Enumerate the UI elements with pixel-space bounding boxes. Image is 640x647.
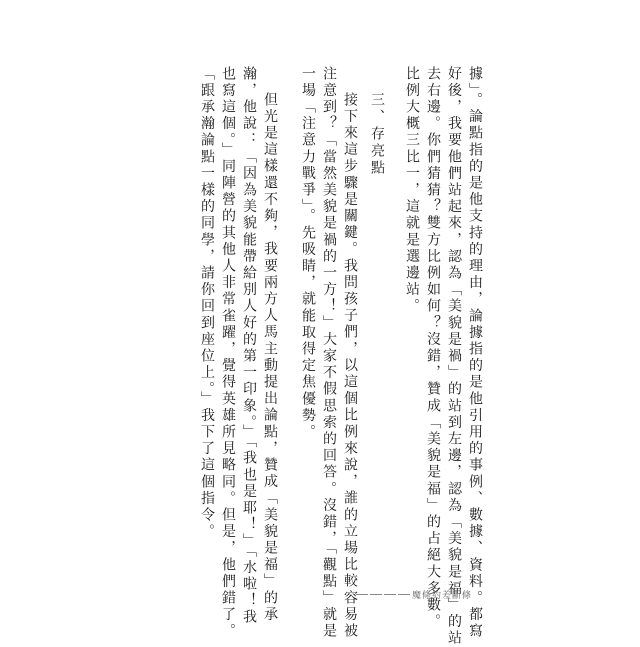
footer-rule — [398, 594, 410, 595]
text-column-6: 注意到？「當然美貌是禍的一方！」大家不假思索的回答。沒錯，「觀點」就是 — [321, 66, 337, 640]
footer-title: 魔條約差斷條 — [412, 591, 473, 601]
text-column-2: 好後，我要他們站起來，認為「美貌是禍」的站到左邊，認為「美貌是福」的站 — [446, 66, 462, 647]
section-heading: 三、存亮點 — [369, 92, 385, 177]
text-column-10: 也寫這個。」同陣營的其他人非常雀躍，覺得英雄所見略同。但是，他們錯了。 — [220, 66, 236, 640]
text-column-1: 據」。論點指的是他支持的理由，論據指的是他引用的事例、數據、資料。都寫 — [467, 66, 483, 640]
text-column-8: 但光是這樣還不夠，我要兩方人馬主動提出論點，贊成「美貌是福」的承 — [262, 92, 278, 624]
footer-rule — [384, 594, 396, 595]
text-column-3: 去右邊。你們猜猜？雙方比例如何？沒錯，贊成「美貌是福」的占絕大多數。 — [425, 66, 441, 631]
text-column-4: 比例大概三比一，這就是選邊站。 — [404, 66, 420, 315]
running-footer — [356, 588, 472, 601]
text-column-5: 接下來這步驟是關鍵。我問孩子們，以這個比例來說，誰的立場比較容易被 — [342, 92, 358, 640]
footer-rule — [356, 594, 368, 595]
text-column-9: 瀚，他說：「因為美貌能帶給別人好的第一印象。」「我也是耶！」「水啦！我 — [241, 66, 257, 626]
text-column-11: 「跟承瀚論點一樣的同學，請你回到座位上。」我下了這個指令。 — [199, 66, 215, 541]
footer-rule — [370, 594, 382, 595]
text-column-7: 一場「注意力戰爭」。先吸睛，就能取得定焦優勢。 — [300, 66, 316, 441]
